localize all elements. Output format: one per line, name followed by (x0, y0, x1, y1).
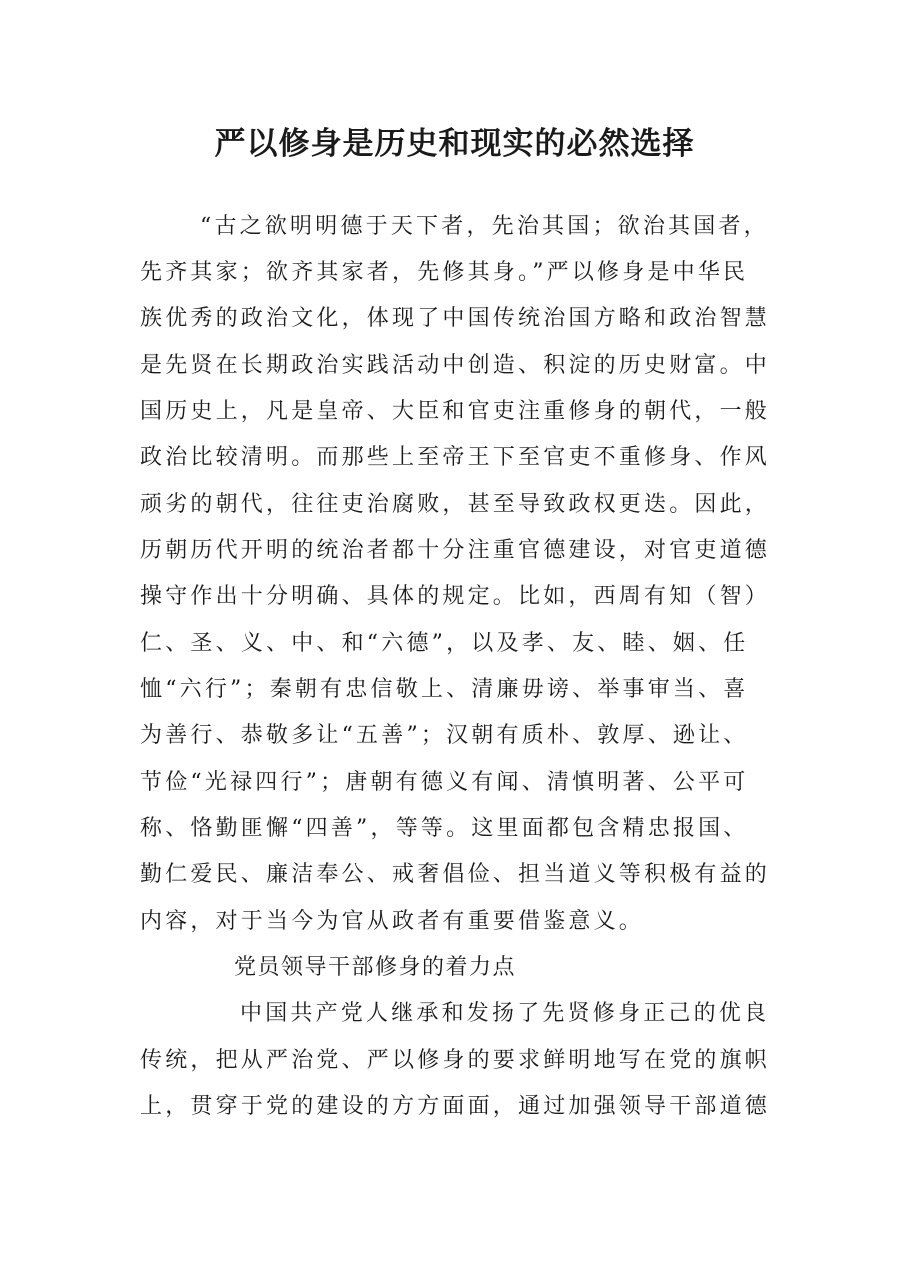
paragraph-line: 历朝历代开明的统治者都十分注重官德建设，对官吏道德 (140, 538, 771, 563)
paragraph-line: 仁、圣、义、中、和“六德”，以及孝、友、睦、姻、任 (140, 631, 749, 656)
paragraph-line: 操守作出十分明确、具体的规定。比如，西周有知（智） (140, 584, 771, 609)
paragraph-line: “古之欲明明德于天下者，先治其国；欲治其国者， (200, 214, 769, 239)
paragraph-line: 为善行、恭敬多让“五善”；汉朝有质朴、敦厚、逊让、 (140, 723, 749, 748)
section-heading: 党员领导干部修身的着力点 (234, 955, 517, 980)
document-title: 严以修身是历史和现实的必然选择 (214, 126, 695, 162)
paragraph-line: 上，贯穿于党的建设的方方面面，通过加强领导干部道德 (140, 1094, 771, 1119)
paragraph-line: 顽劣的朝代，往往吏治腐败，甚至导致政权更迭。因此， (140, 492, 771, 517)
paragraph-line: 先齐其家；欲齐其家者，先修其身。”严以修身是中华民 (140, 260, 749, 285)
paragraph-line: 恤“六行”；秦朝有忠信敬上、清廉毋谤、举事审当、喜 (140, 677, 749, 702)
paragraph-line: 中国共产党人继承和发扬了先贤修身正己的优良 (240, 1001, 770, 1026)
paragraph-line: 勤仁爱民、廉洁奉公、戒奢倡俭、担当道义等积极有益的 (140, 862, 771, 887)
paragraph-line: 称、恪勤匪懈“四善”，等等。这里面都包含精忠报国、 (140, 816, 749, 841)
paragraph-line: 内容，对于当今为官从政者有重要借鉴意义。 (140, 909, 645, 934)
paragraph-line: 族优秀的政治文化，体现了中国传统治国方略和政治智慧 (140, 306, 771, 331)
paragraph-line: 节俭“光禄四行”；唐朝有德义有闻、清慎明著、公平可 (140, 770, 749, 795)
paragraph-line: 国历史上，凡是皇帝、大臣和官吏注重修身的朝代，一般 (140, 399, 771, 424)
paragraph-line: 是先贤在长期政治实践活动中创造、积淀的历史财富。中 (140, 353, 771, 378)
paragraph-line: 传统，把从严治党、严以修身的要求鲜明地写在党的旗帜 (140, 1048, 771, 1073)
paragraph-line: 政治比较清明。而那些上至帝王下至官吏不重修身、作风 (140, 445, 771, 470)
